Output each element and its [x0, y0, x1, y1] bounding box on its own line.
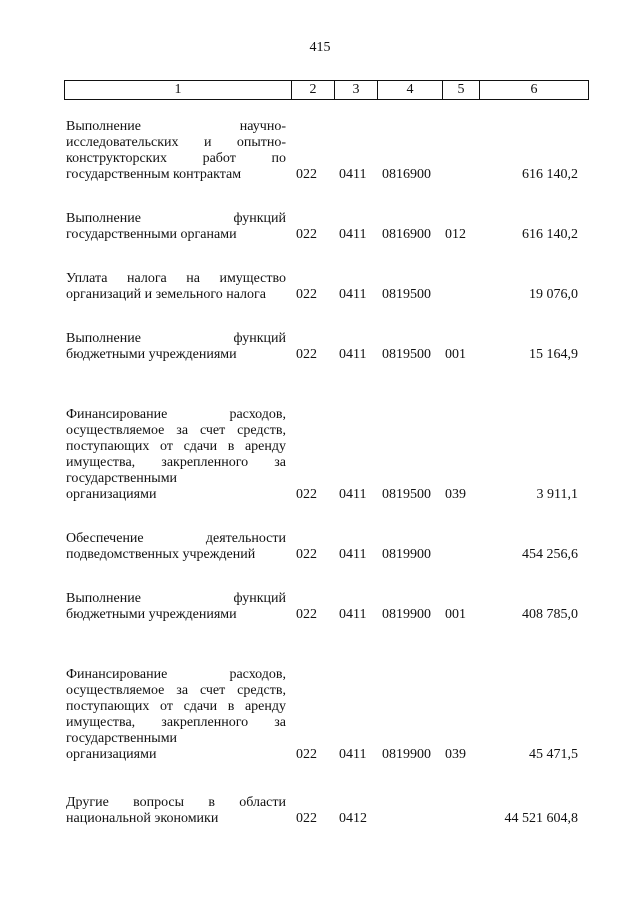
column-header-2: 2 [292, 81, 335, 100]
description-line: бюджетными учреждениями [66, 347, 237, 362]
section-code: 022 [296, 607, 317, 622]
description-line: государственными [66, 731, 178, 746]
description-line: подведомственных учреждений [66, 547, 256, 562]
amount: 616 140,2 [522, 167, 578, 182]
description-line: поступающих от сдачи в аренду [66, 439, 286, 454]
table-row [64, 211, 586, 243]
amount: 45 471,5 [529, 747, 578, 762]
amount: 408 785,0 [522, 607, 578, 622]
amount: 15 164,9 [529, 347, 578, 362]
amount: 19 076,0 [529, 287, 578, 302]
column-header-4: 4 [378, 81, 443, 100]
target-article-code: 0819500 [382, 487, 431, 502]
table-row [64, 531, 586, 563]
description-line: Другие вопросы в области [66, 795, 286, 810]
column-header-3: 3 [335, 81, 378, 100]
expense-type-code: 001 [445, 607, 466, 622]
row-description [66, 119, 286, 183]
section-code: 022 [296, 747, 317, 762]
description-line: поступающих от сдачи в аренду [66, 699, 286, 714]
description-line: Выполнение научно- [66, 119, 286, 134]
amount: 44 521 604,8 [504, 811, 578, 826]
description-line: Выполнение функций [66, 211, 286, 226]
target-article-code: 0819900 [382, 747, 431, 762]
subsection-code: 0412 [339, 811, 367, 826]
column-header-5: 5 [443, 81, 480, 100]
row-description [66, 407, 286, 503]
row-description [66, 211, 286, 243]
description-line: осуществляемое за счет средств, [66, 423, 286, 438]
column-header-row [65, 81, 589, 100]
description-line: Выполнение функций [66, 591, 286, 606]
section-code: 022 [296, 811, 317, 826]
description-line: имущества, закрепленного за [66, 455, 286, 470]
subsection-code: 0411 [339, 487, 367, 502]
table-row [64, 331, 586, 363]
description-line: бюджетными учреждениями [66, 607, 237, 622]
subsection-code: 0411 [339, 227, 367, 242]
description-line: Обеспечение деятельности [66, 531, 286, 546]
target-article-code: 0819500 [382, 287, 431, 302]
target-article-code: 0816900 [382, 227, 431, 242]
description-line: конструкторских работ по [66, 151, 286, 166]
description-line: организациями [66, 487, 157, 502]
row-description [66, 667, 286, 763]
target-article-code: 0819900 [382, 607, 431, 622]
table-row [64, 407, 586, 503]
description-line: Финансирование расходов, [66, 667, 286, 682]
target-article-code: 0819500 [382, 347, 431, 362]
column-header-table [64, 80, 589, 100]
description-line: организациями [66, 747, 157, 762]
description-line: исследовательских и опытно- [66, 135, 286, 150]
row-description [66, 531, 286, 563]
row-description [66, 271, 286, 303]
description-line: Уплата налога на имущество [66, 271, 286, 286]
column-header-1: 1 [65, 81, 292, 100]
table-row [64, 591, 586, 623]
section-code: 022 [296, 287, 317, 302]
subsection-code: 0411 [339, 607, 367, 622]
amount: 616 140,2 [522, 227, 578, 242]
description-line: национальной экономики [66, 811, 219, 826]
section-code: 022 [296, 227, 317, 242]
target-article-code: 0819900 [382, 547, 431, 562]
description-line: имущества, закрепленного за [66, 715, 286, 730]
amount: 3 911,1 [536, 487, 578, 502]
column-header-6: 6 [480, 81, 589, 100]
table-row [64, 795, 586, 827]
amount: 454 256,6 [522, 547, 578, 562]
expense-type-code: 001 [445, 347, 466, 362]
section-code: 022 [296, 167, 317, 182]
description-line: Выполнение функций [66, 331, 286, 346]
table-row [64, 119, 586, 183]
description-line: организаций и земельного налога [66, 287, 266, 302]
table-row [64, 271, 586, 303]
subsection-code: 0411 [339, 547, 367, 562]
description-line: государственными [66, 471, 178, 486]
expense-type-code: 039 [445, 747, 466, 762]
section-code: 022 [296, 347, 317, 362]
subsection-code: 0411 [339, 747, 367, 762]
expense-type-code: 012 [445, 227, 466, 242]
row-description [66, 591, 286, 623]
subsection-code: 0411 [339, 347, 367, 362]
description-line: Финансирование расходов, [66, 407, 286, 422]
description-line: государственными органами [66, 227, 237, 242]
target-article-code: 0816900 [382, 167, 431, 182]
row-description [66, 331, 286, 363]
table-row [64, 667, 586, 763]
row-description [66, 795, 286, 827]
expense-type-code: 039 [445, 487, 466, 502]
subsection-code: 0411 [339, 167, 367, 182]
subsection-code: 0411 [339, 287, 367, 302]
section-code: 022 [296, 487, 317, 502]
page-number: 415 [309, 40, 331, 55]
description-line: осуществляемое за счет средств, [66, 683, 286, 698]
description-line: государственным контрактам [66, 167, 242, 182]
section-code: 022 [296, 547, 317, 562]
